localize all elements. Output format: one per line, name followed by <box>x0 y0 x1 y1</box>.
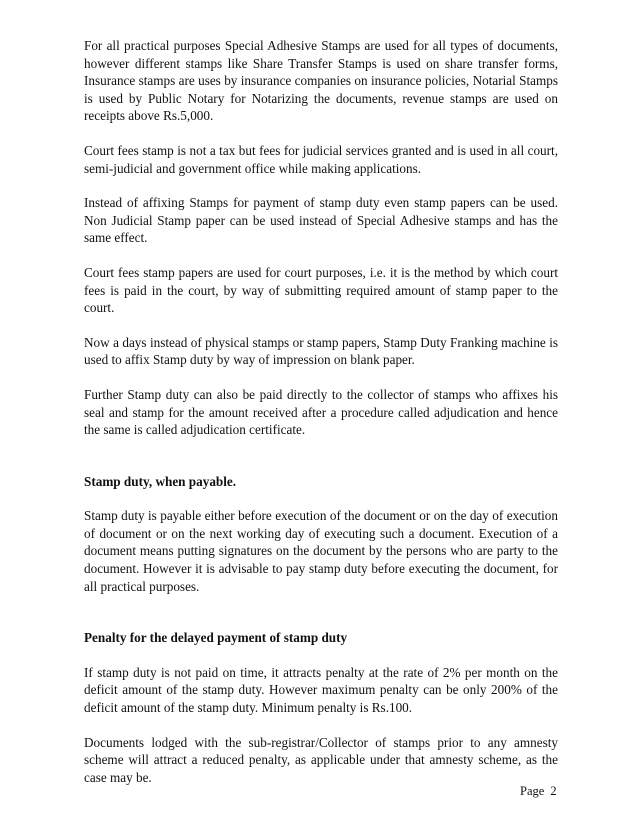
page-number: 2 <box>550 784 557 798</box>
page-label: Page <box>520 784 545 798</box>
paragraph-court-fees-stamp: Court fees stamp is not a tax but fees for judicial services granted and is used in all court, semi-judicial and government office while making applications. <box>84 142 558 176</box>
paragraph-when-payable: Stamp duty is payable either before execution of the document or on the day of execution of document or on the next working day of executing such a document. Execution of a document means putting signatures on the document by the persons who are party to the document. However it is advisable to pay stamp duty before executing the document, for all practical purposes. <box>84 508 558 594</box>
paragraph-amnesty-scheme: Documents lodged with the sub-registrar/Collector of stamps prior to any amnesty scheme will attract a reduced penalty, as applicable under that amnesty scheme, as the case may be. <box>84 734 558 785</box>
paragraph-special-adhesive-stamps: For all practical purposes Special Adhesive Stamps are used for all types of documents, however different stamps like Share Transfer Stamps is used on share transfer forms, Insurance stamps are uses by insurance companies on insurance policies, Notarial Stamps is used by Public Notary for Notarizing the documents, revenue stamps are used on receipts above Rs.5,000. <box>84 38 558 124</box>
section-heading-penalty: Penalty for the delayed payment of stamp duty <box>84 630 348 646</box>
paragraph-franking-machine: Now a days instead of physical stamps or stamp papers, Stamp Duty Franking machine is used to affix Stamp duty by way of impression on blank paper. <box>84 334 558 368</box>
section-heading-when-payable: Stamp duty, when payable. <box>84 473 237 489</box>
paragraph-stamp-papers: Instead of affixing Stamps for payment of stamp duty even stamp papers can be used. Non Judicial Stamp paper can be used instead of Special Adhesive stamps and has the same effect. <box>84 195 558 246</box>
paragraph-adjudication: Further Stamp duty can also be paid directly to the collector of stamps who affixes his seal and stamp for the amount received after a procedure called adjudication and hence the same is called adjudication certificate. <box>84 386 558 438</box>
document-page <box>84 37 558 786</box>
paragraph-penalty-rate: If stamp duty is not paid on time, it attracts penalty at the rate of 2% per month on the deficit amount of the stamp duty. However maximum penalty can be only 200% of the deficit amount of the stamp duty. Minimum penalty is Rs.100. <box>84 664 558 716</box>
paragraph-court-fees-stamp-papers: Court fees stamp papers are used for court purposes, i.e. it is the method by which court fees is paid in the court, by way of submitting required amount of stamp paper to the court. <box>84 264 558 316</box>
page-footer <box>520 783 557 799</box>
